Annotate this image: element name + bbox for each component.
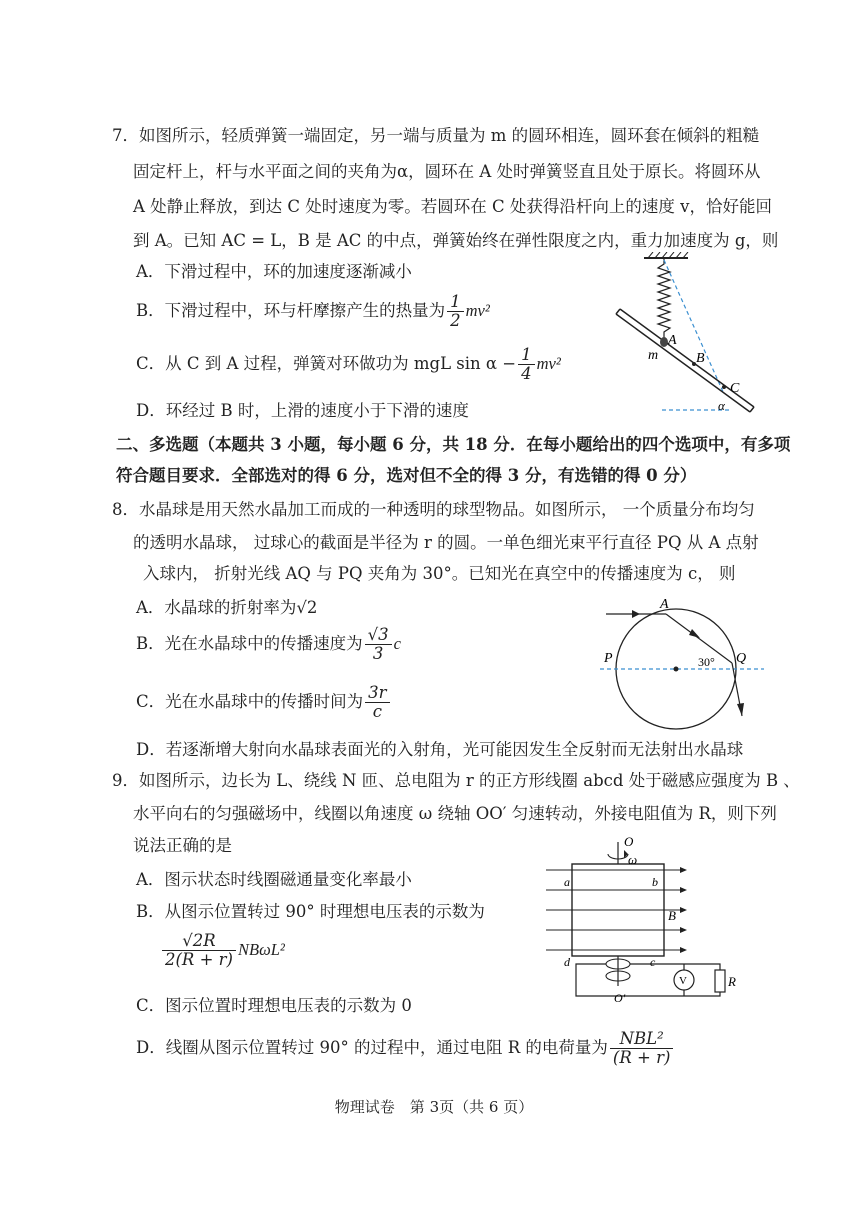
q9-option-d bbox=[136, 1030, 675, 1067]
q9-label-d: d bbox=[564, 955, 570, 969]
q9-option-b-fraction: $\frac{√2R}{2(R + r)}$ bbox=[162, 932, 236, 969]
q7-option-c bbox=[136, 346, 561, 383]
q9-voltmeter-symbol: V bbox=[679, 975, 687, 987]
q7-line1: 7．如图所示，轻质弹簧一端固定，另一端与质量为 m 的圆环相连，圆环套在倾斜的粗糙 bbox=[112, 126, 760, 145]
q9-line3: 说法正确的是 bbox=[133, 836, 232, 855]
q7-option-b-expr: mv² bbox=[465, 301, 490, 320]
q7-label-a: A bbox=[668, 333, 677, 348]
q9-label-field-b: B bbox=[668, 908, 676, 923]
q8-label-q: Q bbox=[736, 651, 747, 666]
q8-option-b-fraction: $\frac{√3}{3}$ bbox=[365, 626, 392, 663]
q8-label-a: A bbox=[660, 597, 669, 612]
q9-label-c: c bbox=[650, 955, 656, 969]
q7-option-b bbox=[136, 293, 490, 330]
section2-line1: 二、多选题（本题共 3 小题，每小题 6 分，共 18 分．在每小题给出的四个选项中，有多项 bbox=[116, 435, 791, 454]
q9-option-a: A．图示状态时线圈磁通量变化率最小 bbox=[136, 870, 412, 889]
q7-option-c-expr: mv² bbox=[536, 354, 561, 373]
q9-label-resistor: R bbox=[728, 974, 736, 989]
q9-label-a: a bbox=[564, 875, 570, 889]
q9-label-o: O bbox=[624, 836, 634, 849]
q9-option-c: C．图示位置时理想电压表的示数为 0 bbox=[136, 996, 412, 1015]
q9-option-d-fraction: $\frac{\text{NBL²}}{(R + r)}$ bbox=[610, 1030, 674, 1067]
q9-coil-figure bbox=[544, 836, 744, 1026]
q9-label-o-prime: O′ bbox=[614, 991, 626, 1005]
q9-label-b: b bbox=[652, 875, 658, 889]
q7-option-c-fraction: $\frac{1}{4}$ bbox=[518, 346, 535, 383]
q7-label-c: C bbox=[730, 381, 740, 396]
q7-spring-incline-figure bbox=[612, 252, 762, 422]
q8-line2: 的透明水晶球， 过球心的截面是半径为 r 的圆。一单色细光束平行直径 PQ 从 A 点射 bbox=[133, 533, 759, 552]
q9-option-b-formula bbox=[160, 932, 285, 969]
q8-line1: 8．水晶球是用天然水晶加工而成的一种透明的球型物品。如图所示， 一个质量分布均匀 bbox=[112, 500, 755, 519]
q7-option-b-text: B．下滑过程中，环与杆摩擦产生的热量为 bbox=[136, 301, 446, 320]
q8-label-angle: 30° bbox=[698, 655, 715, 669]
q7-label-b: B bbox=[696, 351, 705, 366]
q7-option-b-fraction: $\frac{1}{2}$ bbox=[447, 293, 464, 330]
q8-option-d: D．若逐渐增大射向水晶球表面光的入射角，光可能因发生全反射而无法射出水晶球 bbox=[136, 740, 744, 759]
q8-crystal-ball-figure bbox=[598, 596, 768, 746]
q7-line2: 固定杆上，杆与水平面之间的夹角为α，圆环在 A 处时弹簧竖直且处于原长。将圆环从 bbox=[133, 162, 761, 181]
q8-option-a bbox=[136, 594, 317, 618]
q8-option-b-text: B．光在水晶球中的传播速度为 bbox=[136, 634, 363, 653]
page-footer: 物理试卷 第 3页（共 6 页） bbox=[334, 1098, 534, 1116]
section2-line2: 符合题目要求．全部选对的得 6 分，选对但不全的得 3 分，有选错的得 0 分） bbox=[116, 466, 697, 485]
q8-label-p: P bbox=[604, 651, 613, 666]
q9-option-b-expr: NBωL² bbox=[238, 940, 285, 959]
q8-option-a-text: A．水晶球的折射率为 bbox=[136, 598, 297, 617]
q8-option-b bbox=[136, 626, 401, 663]
q8-option-c-fraction: $\frac{3r}{c}$ bbox=[365, 684, 389, 721]
q7-line3: A 处静止释放，到达 C 处时速度为零。若圆环在 C 处获得沿杆向上的速度 v，恰好能回 bbox=[133, 197, 772, 216]
q8-option-a-value: √2 bbox=[296, 598, 318, 617]
q9-option-b: B．从图示位置转过 90° 时理想电压表的示数为 bbox=[136, 902, 485, 921]
q7-option-c-text: C．从 C 到 A 过程，弹簧对环做功为 mgL sin α − bbox=[136, 354, 517, 373]
q7-option-d: D．环经过 B 时，上滑的速度小于下滑的速度 bbox=[136, 401, 469, 420]
q8-line3: 入球内， 折射光线 AQ 与 PQ 夹角为 30°。已知光在真空中的传播速度为 c， 则 bbox=[143, 564, 736, 583]
q9-line1: 9．如图所示，边长为 L、绕线 N 匝、总电阻为 r 的正方形线圈 abcd 处于磁感应强度为 B 、 bbox=[112, 771, 800, 790]
q9-line2: 水平向右的匀强磁场中，线圈以角速度 ω 绕轴 OO′ 匀速转动，外接电阻值为 R，则下列 bbox=[133, 804, 777, 823]
q8-option-c-text: C．光在水晶球中的传播时间为 bbox=[136, 692, 364, 711]
q7-line4: 到 A。已知 AC = L，B 是 AC 的中点，弹簧始终在弹性限度之内，重力加速度为 g，则 bbox=[133, 231, 779, 250]
q7-label-alpha: α bbox=[718, 398, 725, 413]
q7-option-a: A．下滑过程中，环的加速度逐渐减小 bbox=[136, 262, 412, 281]
q8-option-b-expr: c bbox=[393, 634, 401, 653]
q9-label-omega: ω bbox=[628, 852, 638, 867]
q7-label-m: m bbox=[648, 348, 659, 363]
q8-option-c bbox=[136, 684, 392, 721]
q9-option-d-text: D．线圈从图示位置转过 90° 的过程中，通过电阻 R 的电荷量为 bbox=[136, 1038, 608, 1057]
